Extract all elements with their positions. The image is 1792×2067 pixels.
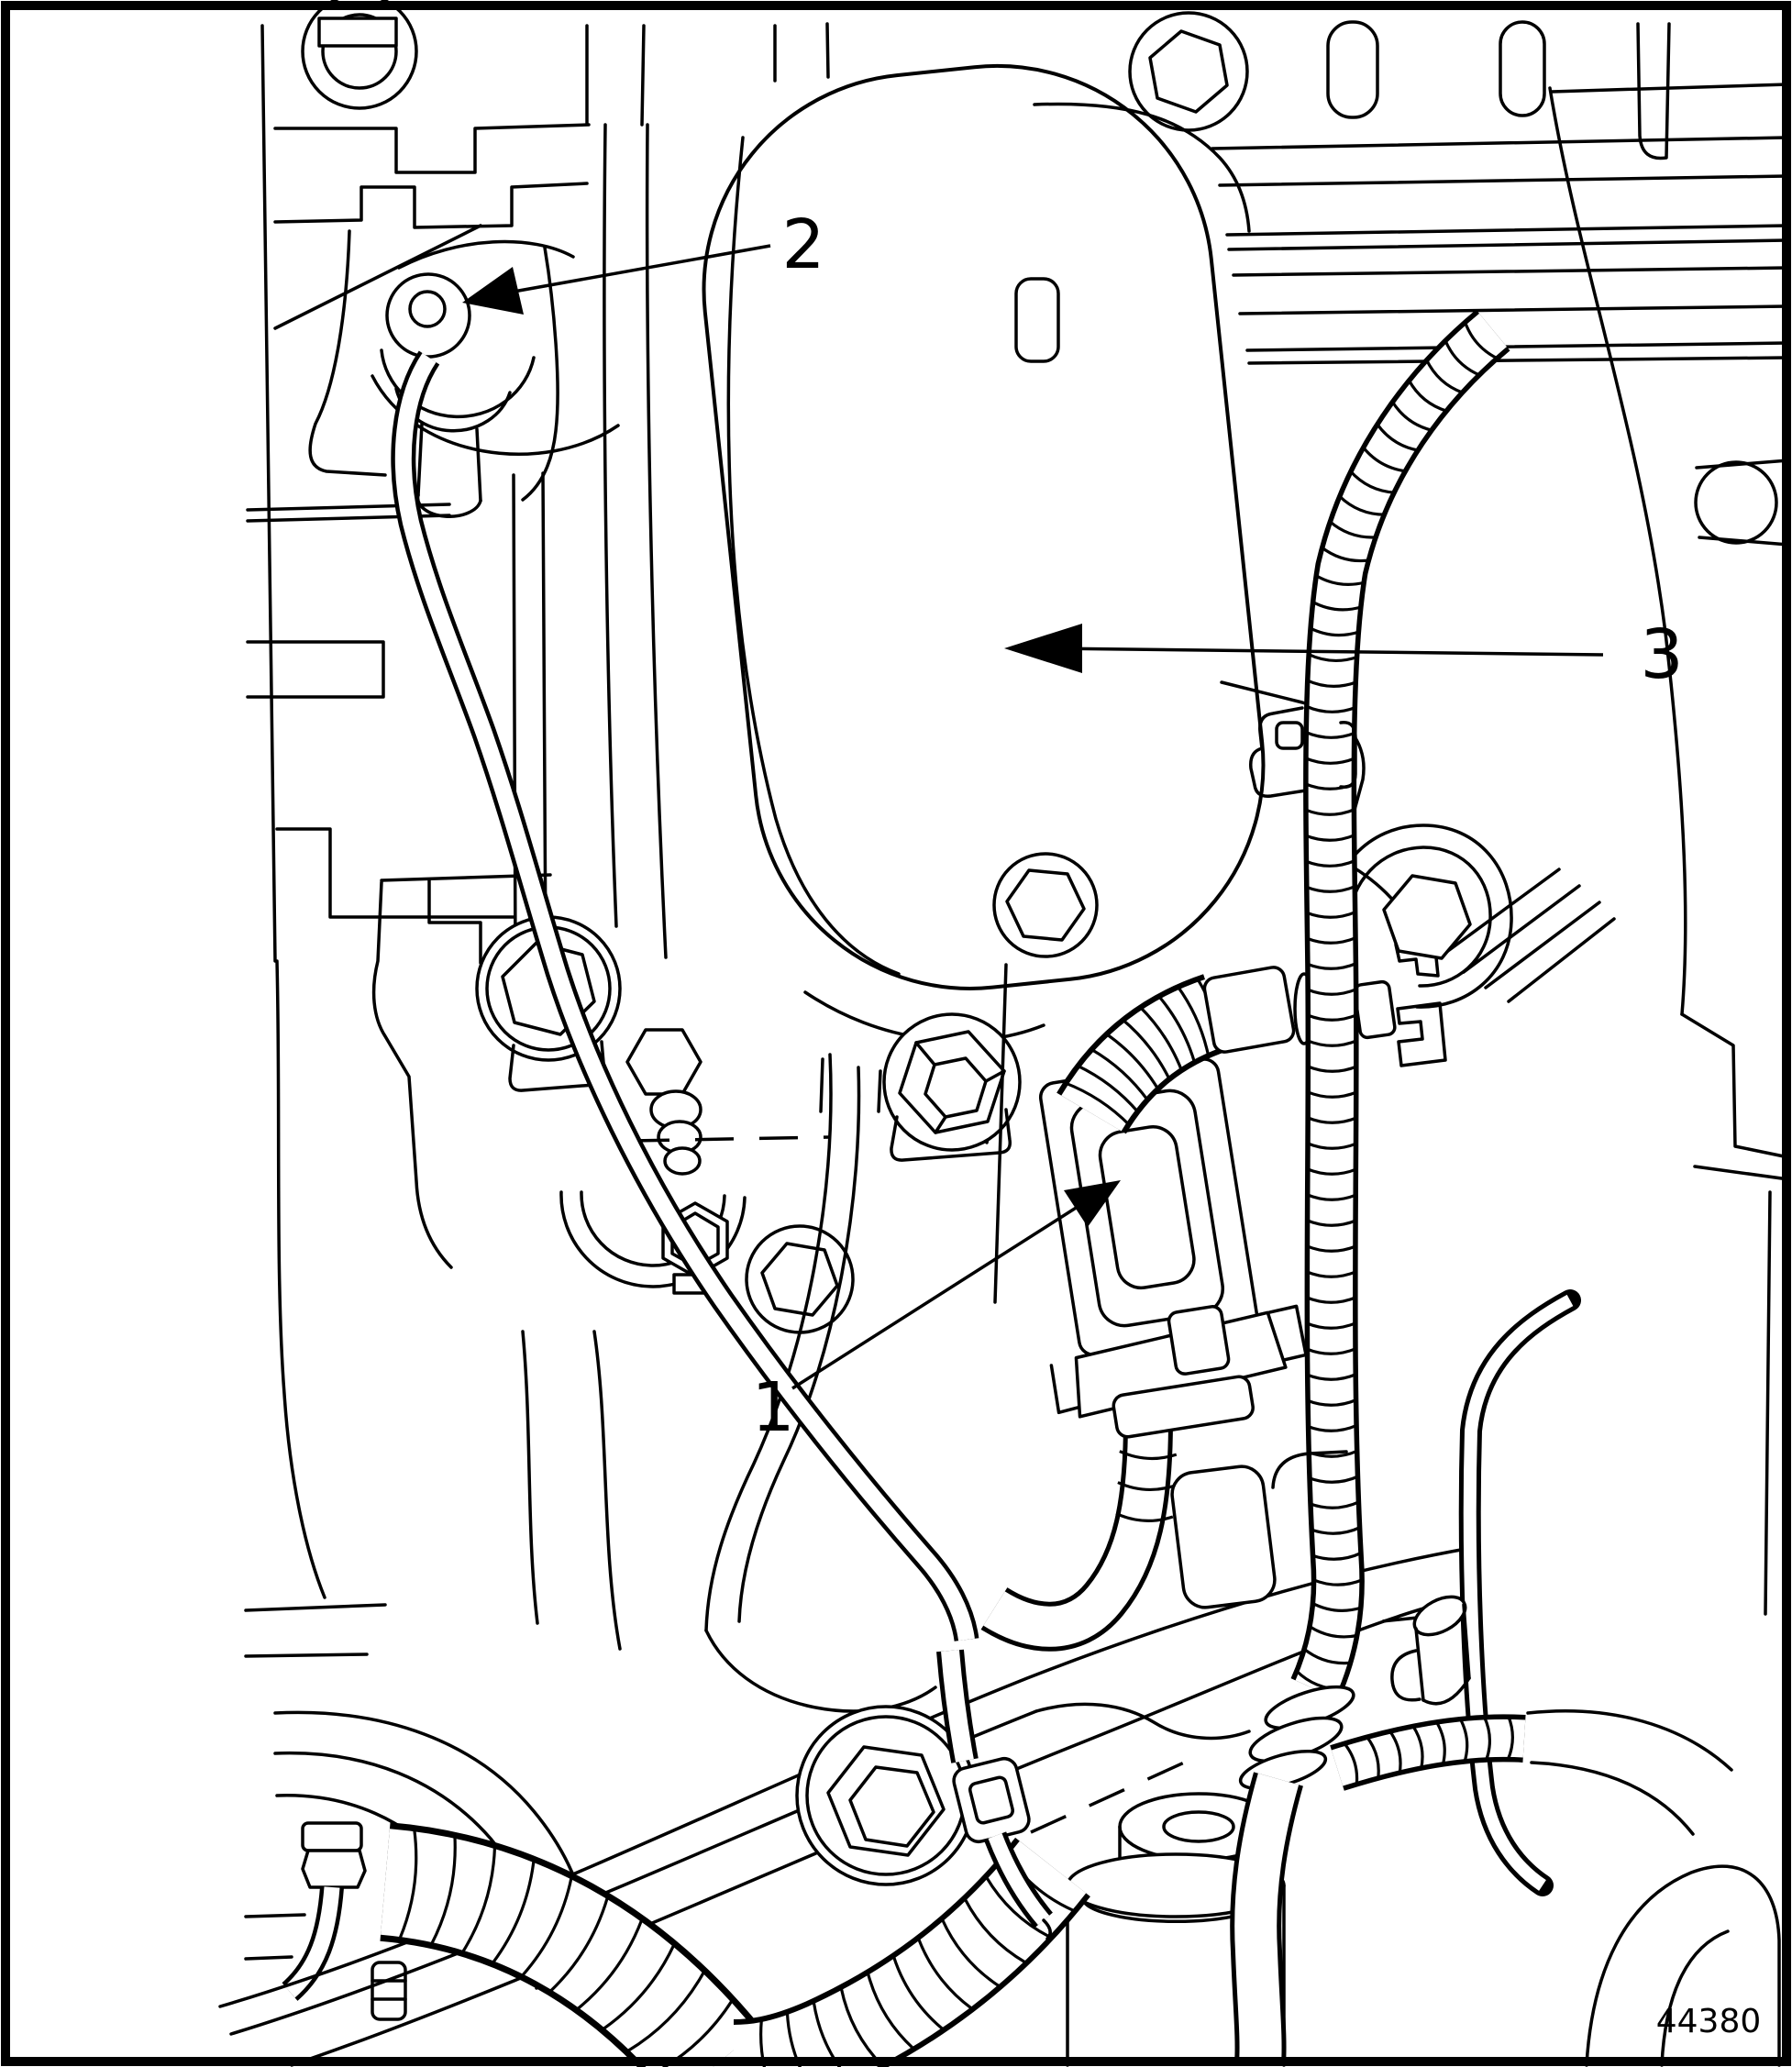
stud-hex bbox=[627, 1030, 701, 1094]
contour-line bbox=[1220, 176, 1786, 185]
contour-line bbox=[246, 1915, 304, 1917]
contour-line bbox=[968, 1776, 1013, 1824]
contour-line bbox=[1337, 1738, 1524, 1768]
contour-line bbox=[523, 1332, 537, 1623]
contour-line bbox=[1249, 358, 1786, 363]
boss-circle bbox=[1696, 462, 1776, 543]
callout-3-label: 3 bbox=[1640, 615, 1684, 694]
contour-line bbox=[879, 1071, 880, 1111]
contour-line bbox=[477, 429, 481, 501]
contour-line bbox=[1354, 981, 1396, 1039]
contour-line bbox=[642, 26, 644, 125]
mount-pad bbox=[1169, 1464, 1277, 1609]
contour-line bbox=[374, 882, 451, 1267]
contour-line bbox=[246, 1957, 292, 1959]
ribbed-hoses-bottom bbox=[385, 1829, 1074, 2067]
sensor-body bbox=[1008, 1051, 1314, 1447]
contour-line bbox=[319, 18, 396, 46]
callout-2-label: 2 bbox=[781, 205, 825, 284]
contour-line bbox=[827, 24, 828, 77]
contour-line bbox=[706, 1630, 935, 1711]
contour-line bbox=[1227, 226, 1786, 235]
contour-line bbox=[647, 125, 666, 957]
contour-line bbox=[1256, 1779, 1278, 2063]
contour-line bbox=[1765, 1192, 1770, 1614]
contour-line bbox=[1662, 1931, 1728, 2065]
contour-line bbox=[594, 1332, 620, 1649]
pipe-fitting-cap bbox=[303, 1823, 361, 1851]
contour-line bbox=[1638, 24, 1669, 159]
sensor-tab bbox=[1167, 1305, 1230, 1375]
callout-1-label: 1 bbox=[751, 1368, 795, 1447]
contour-line bbox=[665, 1148, 700, 1174]
contour-line bbox=[1695, 1166, 1788, 1179]
contour-line bbox=[410, 292, 445, 326]
contour-line bbox=[1036, 1704, 1249, 1738]
canister-clip bbox=[1016, 279, 1058, 361]
contour-line bbox=[604, 125, 616, 926]
contour-line bbox=[734, 1867, 1053, 2067]
figure-number: 44380 bbox=[1655, 2003, 1762, 2040]
contour-line bbox=[277, 961, 325, 1597]
canister-body bbox=[682, 45, 1284, 1011]
sensor-connector bbox=[1203, 966, 1296, 1054]
contour-line bbox=[310, 231, 385, 475]
cooling-slot bbox=[1500, 22, 1544, 116]
contour-line bbox=[706, 1055, 831, 1630]
connector-clip bbox=[1398, 1003, 1445, 1066]
contour-line bbox=[275, 183, 587, 227]
contour-line bbox=[821, 1059, 823, 1111]
cooling-slot bbox=[1328, 22, 1377, 117]
contour-line bbox=[1470, 1300, 1570, 1885]
contour-line bbox=[1682, 1014, 1788, 1157]
contour-line bbox=[1240, 306, 1786, 314]
contour-line bbox=[246, 1605, 385, 1610]
contour-line bbox=[1423, 1678, 1469, 1704]
pipe-fitting-nut bbox=[303, 1851, 365, 1887]
contour-line bbox=[277, 829, 514, 917]
contour-line bbox=[1247, 343, 1786, 350]
contour-line bbox=[1532, 1763, 1693, 1834]
contour-line bbox=[1528, 1711, 1731, 1770]
crankcase-contours bbox=[523, 1055, 935, 1711]
contour-line bbox=[1392, 1651, 1420, 1700]
hex-flange bbox=[372, 1962, 405, 2019]
contour-line bbox=[1552, 84, 1788, 92]
contour-line bbox=[514, 475, 515, 959]
contour-line bbox=[246, 1654, 367, 1656]
callout-2-arrowhead bbox=[462, 267, 524, 315]
contour-line bbox=[275, 125, 589, 172]
contour-line bbox=[1277, 723, 1302, 748]
contour-line bbox=[248, 642, 383, 697]
contour-line bbox=[1212, 138, 1786, 149]
contour-line bbox=[418, 424, 422, 495]
contour-line bbox=[385, 1882, 715, 2065]
contour-line bbox=[1229, 240, 1786, 249]
contour-line bbox=[262, 26, 275, 961]
contour-line bbox=[1233, 268, 1786, 275]
